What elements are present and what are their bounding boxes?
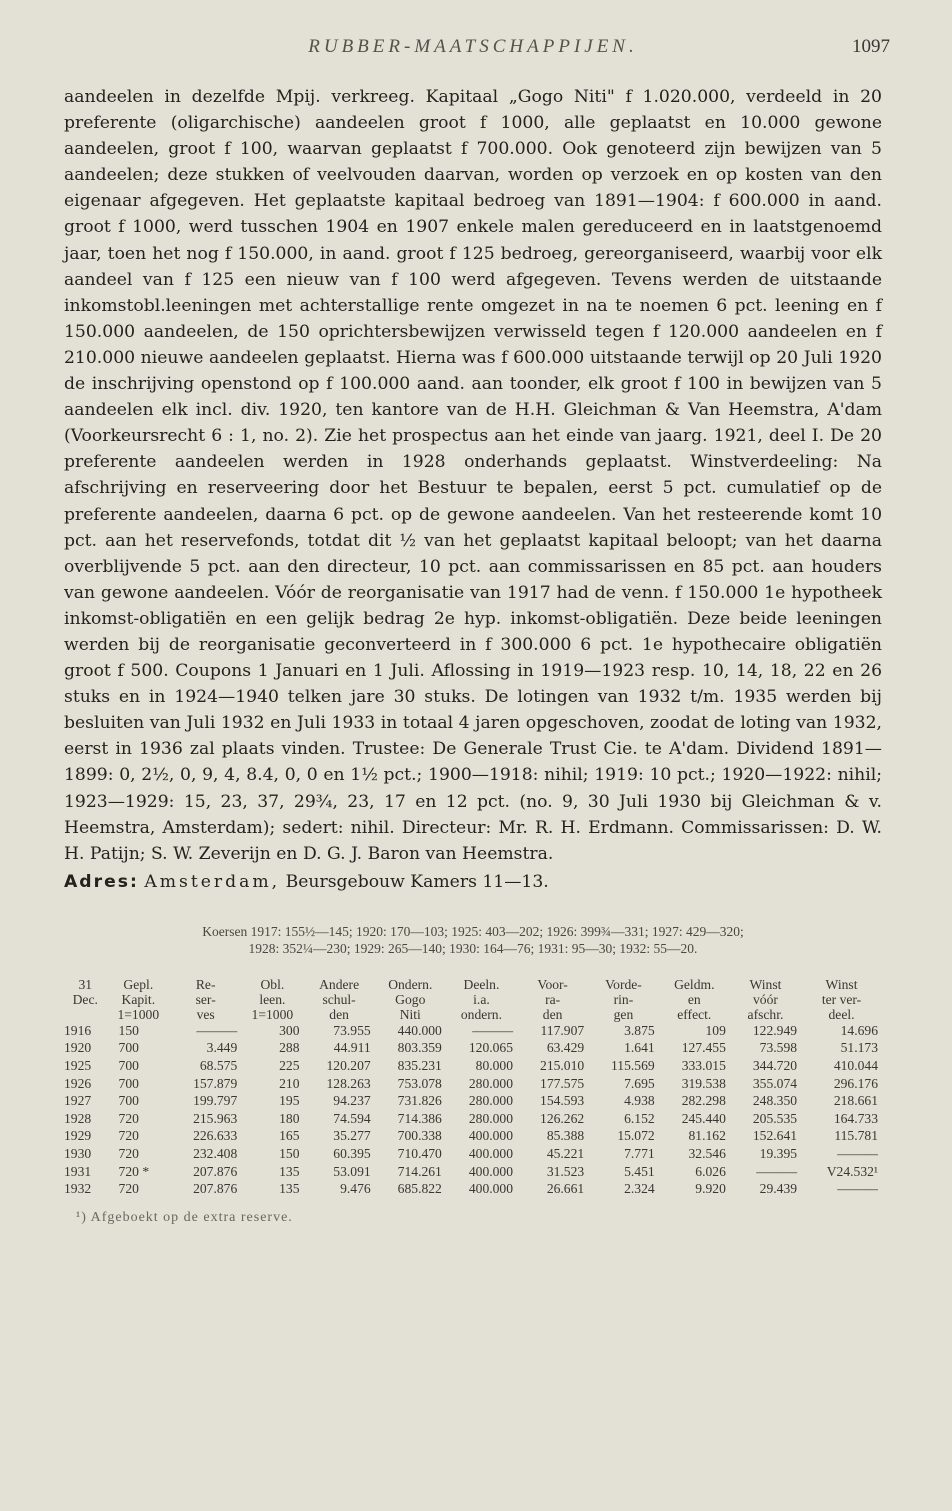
table-cell: 400.000 xyxy=(468,1128,514,1144)
table-cell: ——— xyxy=(196,1022,238,1038)
table-cell: 700 xyxy=(118,1058,139,1073)
table-cell: 319.538 xyxy=(681,1075,726,1091)
table-cell: 1920 xyxy=(64,1040,92,1056)
body-paragraph: aandeelen in dezelfde Mpij. verkreeg. Kapitaal „Gogo Niti" f 1.020.000, verdeeld in 20 preferente (oligarchische) aandeelen groot f 1000, alle geplaatst en 10.000 gewone aandeelen, groot f 100, waarvan geplaatst f 700.000. Ook genoteerd zijn bewijzen van 5 aandeelen; deze stukken of veelvouden daarvan, worden op verzoek en op kosten van den eigenaar afgegeven. Het geplaatste kapitaal bedroeg van 1891—1904: f 600.000 in aand. groot f 1000, werd tusschen 1904 en 1907 enkele malen gereduceerd en in laatstgenoemd jaar, toen het nog f 150.000, in aand. groot f 125 bedroeg, gereorganiseerd, waarbij voor elk aandeel van f 125 een nieuw van f 100 werd afgegeven. Tevens werden de uitstaande inkomstobl.leeningen met achterstallige rente omgezet in na te noemen 6 pct. leening en f 150.000 aandeelen, de 150 oprichtersbewijzen verwisseld tegen f 120.000 aandeelen en f 210.000 nieuwe aandeelen geplaatst. Hierna was f 600.000 uitstaande terwijl op 20 Juli 1920 de inschrijving openstond op f 100.000 aand. aan toonder, elk groot f 100 in bewijzen van 5 aandeelen elk incl. div. 1920, ten kantore van de H.H. Gleichman & Van Heemstra, A'dam (Voorkeursrecht 6 : 1, no. 2). Zie het prospectus aan het einde van jaarg. 1921, deel I. De 20 preferente aandeelen werden in 1928 onderhands geplaatst. Winstverdeeling: Na afschrijving en reserveering door het Bestuur te bepalen, eerst 5 pct. cumulatief op de preferente aandeelen, daarna 6 pct. op de gewone aandeelen. Van het resteerende komt 10 pct. aan het reservefonds, totdat dit ½ van het geplaatst kapitaal beloopt; van het daarna overblijvende 5 pct. aan den directeur, 10 pct. aan commissarissen en 85 pct. aan houders van gewone aandeelen. Vóór de reorganisatie van 1917 had de venn. f 150.000 1e hypotheek inkomst-obligatiën en een gelijk bedrag 2e hyp. inkomst-obligatiën. Deze beide leeningen werden bij de reorganisatie geconverteerd in f 300.000 6 pct. 1e hypothecaire obligatiën groot f 500. Coupons 1 Januari en 1 Juli. Aflossing in 1919—1923 resp. 10, 14, 18, 22 en 26 stuks en in 1924—1940 telken jare 30 stuks. De lotingen van 1932 t/m. 1935 werden bij besluiten van Juli 1932 en Juli 1933 in totaal 4 jaren opgeschoven, zoodat de loting van 1932, eerst in 1936 zal plaats vinden. Trustee: De Generale Trust Cie. te A'dam. Dividend 1891—1899: 0, 2½, 0, 9, 4, 8.4, 0, 0 en 1½ pct.; 1900—1918: nihil; 1919: 10 pct.; 1920—1922: nihil; 1923—1929: 15, 23, 37, 29¾, 23, 17 en 12 pct. (no. 9, 30 Juli 1930 bij Gleichman & v. Heemstra, Amsterdam); sedert: nihil. Directeur: Mr. R. H. Erdmann. Commissarissen: D. W. H. Patijn; S. W. Zeverijn en D. G. J. Baron van Heemstra. xyxy=(64,87,882,864)
table-cell: 120.065 xyxy=(468,1040,514,1056)
table-cell: 127.455 xyxy=(681,1040,726,1056)
column-header: Andere schul- den xyxy=(319,976,360,1022)
table-row xyxy=(64,1145,882,1163)
table-cell: 6.152 xyxy=(624,1110,655,1126)
table-cell: 1926 xyxy=(64,1075,92,1091)
table-cell: 4.938 xyxy=(624,1093,655,1109)
table-cell: 333.015 xyxy=(681,1058,726,1073)
table-cell: 400.000 xyxy=(468,1181,514,1197)
table-cell: 1927 xyxy=(64,1093,92,1109)
table-cell: 74.594 xyxy=(333,1110,371,1126)
table-cell: 199.797 xyxy=(193,1093,238,1109)
page-header xyxy=(64,28,890,70)
table-cell: 32.546 xyxy=(688,1145,726,1161)
table-row xyxy=(64,1057,882,1075)
financial-table xyxy=(64,977,882,1198)
table-cell: 205.535 xyxy=(752,1110,798,1126)
table-cell: 73.598 xyxy=(759,1040,798,1056)
table-cell: 165 xyxy=(279,1128,300,1144)
table-cell: 280.000 xyxy=(468,1110,514,1126)
table-cell: 685.822 xyxy=(397,1181,442,1197)
table-cell: 282.298 xyxy=(681,1093,726,1109)
table-cell: 109 xyxy=(705,1022,726,1038)
column-header: 31 Dec. xyxy=(72,976,98,1007)
table-cell: 1925 xyxy=(64,1058,92,1073)
table-cell: ——— xyxy=(837,1145,878,1161)
table-row xyxy=(64,1110,882,1128)
table-cell: 1932 xyxy=(64,1181,92,1197)
column-header: Ondern. Gogo Niti xyxy=(388,976,433,1022)
table-cell: 68.575 xyxy=(199,1058,238,1073)
table-cell: 135 xyxy=(279,1163,300,1179)
table-row xyxy=(64,1022,882,1040)
column-header: Winst vóór afschr. xyxy=(747,976,784,1022)
table-cell: 1929 xyxy=(64,1128,92,1144)
table-cell: 14.696 xyxy=(840,1022,878,1038)
running-title: RUBBER-MAATSCHAPPIJEN. xyxy=(308,36,638,57)
table-cell: 232.408 xyxy=(193,1145,238,1161)
table-cell: 9.476 xyxy=(340,1181,371,1197)
table-cell: 700.338 xyxy=(397,1128,442,1144)
table-cell: 35.277 xyxy=(333,1128,371,1144)
table-cell: ——— xyxy=(756,1163,798,1179)
table-cell: 210 xyxy=(279,1075,300,1091)
table-cell: 195 xyxy=(279,1093,300,1109)
table-cell: 157.879 xyxy=(193,1075,238,1091)
table-cell: 714.386 xyxy=(397,1110,442,1126)
table-cell: 2.324 xyxy=(624,1181,655,1197)
table-cell: 152.641 xyxy=(752,1128,798,1144)
table-cell: 31.523 xyxy=(546,1163,585,1179)
price-history-line-2: 1928: 352¼—230; 1929: 265—140; 1930: 164—76; 1931: 95—30; 1932: 55—20. xyxy=(248,940,698,956)
table-cell: 164.733 xyxy=(833,1110,878,1126)
table-cell: 803.359 xyxy=(397,1040,442,1056)
table-cell: 150 xyxy=(279,1145,300,1161)
table-cell: 73.955 xyxy=(333,1022,371,1038)
table-cell: 3.875 xyxy=(624,1022,655,1038)
column-header: Voor- ra- den xyxy=(537,976,568,1022)
table-cell: 53.091 xyxy=(333,1163,371,1179)
table-cell: 720 xyxy=(118,1128,139,1144)
table-cell: 3.449 xyxy=(206,1040,238,1056)
table-cell: 85.388 xyxy=(546,1128,585,1144)
table-cell: 1928 xyxy=(64,1110,92,1126)
table-cell: 720 * xyxy=(118,1163,150,1179)
table-cell: 700 xyxy=(118,1093,139,1109)
table-cell: 1916 xyxy=(64,1022,92,1038)
table-cell: 120.207 xyxy=(326,1058,371,1073)
table-cell: 126.262 xyxy=(540,1110,585,1126)
table-row xyxy=(64,1075,882,1093)
table-cell: 6.026 xyxy=(695,1163,726,1179)
column-header: Deeln. i.a. ondern. xyxy=(460,976,503,1022)
table-cell: 710.470 xyxy=(397,1145,442,1161)
table-cell: 81.162 xyxy=(688,1128,726,1144)
table-cell: 45.221 xyxy=(546,1145,585,1161)
table-cell: 19.395 xyxy=(759,1145,798,1161)
table-cell: 296.176 xyxy=(833,1075,878,1091)
table-cell: 44.911 xyxy=(333,1040,371,1056)
address-line xyxy=(64,869,882,895)
table-cell: 280.000 xyxy=(468,1093,514,1109)
address-detail: Beursgebouw Kamers 11—13. xyxy=(285,871,549,892)
table-cell: 215.010 xyxy=(540,1058,585,1073)
column-header: Geldm. en effect. xyxy=(674,976,715,1022)
column-header: Winst ter ver- deel. xyxy=(821,976,862,1022)
address-label: Adres: xyxy=(64,871,139,892)
table-cell: 60.395 xyxy=(333,1145,371,1161)
table-row xyxy=(64,1127,882,1145)
table-cell: 731.826 xyxy=(397,1093,442,1109)
table-cell: 150 xyxy=(118,1022,139,1038)
column-header: Obl. leen. 1=1000 xyxy=(251,976,294,1022)
table-cell: 5.451 xyxy=(624,1163,655,1179)
table-cell: 248.350 xyxy=(752,1093,798,1109)
table-cell: 115.569 xyxy=(611,1058,655,1073)
column-header: Vorde- rin- gen xyxy=(605,976,642,1022)
table-cell: 226.633 xyxy=(193,1128,238,1144)
address-city: Amsterdam, xyxy=(144,871,281,892)
table-cell: 288 xyxy=(279,1040,300,1056)
table-cell: 225 xyxy=(279,1058,300,1073)
table-cell: 218.661 xyxy=(833,1093,878,1109)
table-cell: 1930 xyxy=(64,1145,92,1161)
table-cell: 280.000 xyxy=(468,1075,514,1091)
table-cell: 94.237 xyxy=(333,1093,371,1109)
table-cell: 700 xyxy=(118,1040,139,1056)
table-row xyxy=(64,1092,882,1110)
table-cell: 207.876 xyxy=(193,1163,238,1179)
table-cell: 300 xyxy=(279,1022,300,1038)
table-cell: 177.575 xyxy=(540,1075,585,1091)
table-cell: 720 xyxy=(118,1181,139,1197)
table-cell: 700 xyxy=(118,1075,139,1091)
table-cell: 1931 xyxy=(64,1163,92,1179)
price-history xyxy=(64,923,882,957)
table-cell: 344.720 xyxy=(752,1058,798,1073)
table-body xyxy=(64,1022,882,1198)
footnote: ¹) Afgeboekt op de extra reserve. xyxy=(76,1209,293,1225)
table-cell: 400.000 xyxy=(468,1163,514,1179)
table-cell: 26.661 xyxy=(546,1181,585,1197)
table-row xyxy=(64,1163,882,1181)
table-cell: 154.593 xyxy=(540,1093,585,1109)
column-header: Re- ser- ves xyxy=(195,976,216,1022)
table-cell: 720 xyxy=(118,1110,139,1126)
table-cell: ——— xyxy=(472,1022,514,1038)
table-cell: 29.439 xyxy=(759,1181,798,1197)
table-cell: V24.532¹ xyxy=(826,1163,878,1179)
table-row xyxy=(64,1180,882,1198)
table-cell: 117.907 xyxy=(540,1022,585,1038)
table-cell: 355.074 xyxy=(752,1075,798,1091)
table-row xyxy=(64,1039,882,1057)
table-cell: 714.261 xyxy=(397,1163,442,1179)
table-cell: 180 xyxy=(279,1110,300,1126)
table-cell: 245.440 xyxy=(681,1110,726,1126)
table-cell: 720 xyxy=(118,1145,139,1161)
table-cell: 207.876 xyxy=(193,1181,238,1197)
table-cell: 9.920 xyxy=(695,1181,726,1197)
table-cell: 1.641 xyxy=(624,1040,655,1056)
table-cell: 80.000 xyxy=(475,1058,514,1073)
table-cell: 753.078 xyxy=(397,1075,442,1091)
table-cell: 835.231 xyxy=(397,1058,442,1073)
table-cell: 128.263 xyxy=(326,1075,371,1091)
table-cell: 122.949 xyxy=(752,1022,798,1038)
price-history-line-1: Koersen 1917: 155½—145; 1920: 170—103; 1925: 403—202; 1926: 399¾—331; 1927: 429—320; xyxy=(202,923,744,939)
table-cell: 410.044 xyxy=(833,1058,878,1073)
table-cell: 400.000 xyxy=(468,1145,514,1161)
table-cell: 7.695 xyxy=(624,1075,655,1091)
table-cell: 115.781 xyxy=(834,1128,878,1144)
table-cell: 440.000 xyxy=(397,1022,442,1038)
table-cell: 135 xyxy=(279,1181,300,1197)
table-cell: ——— xyxy=(837,1181,878,1197)
column-header: Gepl. Kapit. 1=1000 xyxy=(117,976,160,1022)
table-cell: 15.072 xyxy=(617,1128,655,1144)
table-cell: 215.963 xyxy=(193,1110,238,1126)
table-cell: 7.771 xyxy=(624,1145,655,1161)
table-header-row xyxy=(64,977,882,1022)
table-cell: 51.173 xyxy=(840,1040,878,1056)
page-number: 1097 xyxy=(852,36,890,57)
table-cell: 63.429 xyxy=(546,1040,585,1056)
